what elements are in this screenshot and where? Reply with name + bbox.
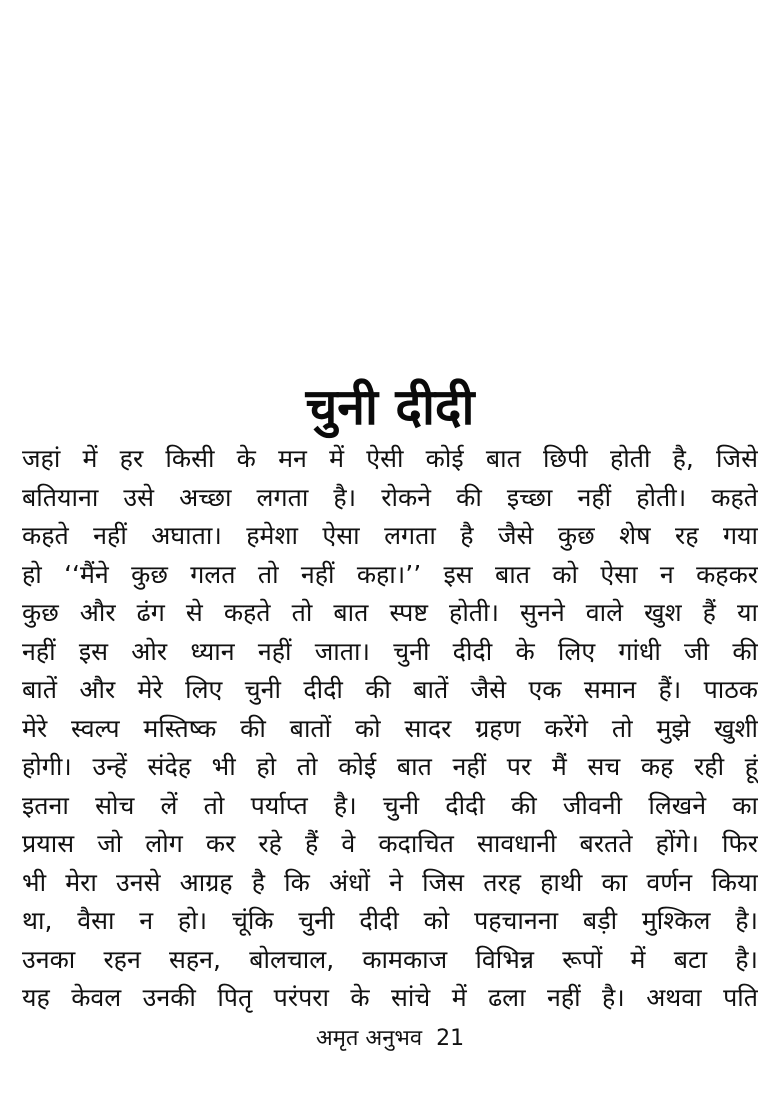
text-line: हो ‘‘मैंने कुछ गलत तो नहीं कहा।’’ इस बात को ऐसा न कहकर [22,559,758,589]
text-line: भी मेरा उनसे आग्रह है कि अंधों ने जिस तरह हाथी का वर्णन किया [22,867,758,897]
body-paragraph [22,440,758,1018]
chapter-title: चुनी दीदी [305,377,475,436]
text-line: जहां में हर किसी के मन में ऐसी कोई बात छिपी होती है, जिसे [22,444,758,473]
text-line: कुछ और ढंग से कहते तो बात स्पष्ट होती। सुनने वाले खुश हैं या [22,598,758,627]
page-footer [0,1022,780,1056]
text-line: बतियाना उसे अच्छा लगता है। रोकने की इच्छा नहीं होती। कहते [22,482,758,512]
page-number: 21 [436,1026,465,1051]
text-line: इतना सोच लें तो पर्याप्त है। चुनी दीदी की जीवनी लिखने का [22,790,758,820]
text-line: नहीं इस ओर ध्यान नहीं जाता। चुनी दीदी के लिए गांधी जी की [22,636,758,666]
text-line: कहते नहीं अघाता। हमेशा ऐसा लगता है जैसे कुछ शेष रह गया [22,521,758,550]
text-line: था, वैसा न हो। चूंकि चुनी दीदी को पहचानना बड़ी मुश्किल है। [22,906,758,935]
text-line: उनका रहन सहन, बोलचाल, कामकाज विभिन्न रूपों में बटा है। [22,944,758,974]
text-line: बातें और मेरे लिए चुनी दीदी की बातें जैसे एक समान हैं। पाठक [22,675,758,704]
text-line: यह केवल उनकी पितृ परंपरा के सांचे में ढला नहीं है। अथवा पति [22,983,758,1012]
text-line: प्रयास जो लोग कर रहे हैं वे कदाचित सावधानी बरतते होंगे। फिर [22,829,758,858]
footer-book-title: अमृत अनुभव [315,1026,423,1051]
text-line: मेरे स्वल्प मस्तिष्क की बातों को सादर ग्रहण करेंगे तो मुझे खुशी [22,713,758,743]
text-line: होगी। उन्हें संदेह भी हो तो कोई बात नहीं पर मैं सच कह रही हूं [22,752,758,781]
